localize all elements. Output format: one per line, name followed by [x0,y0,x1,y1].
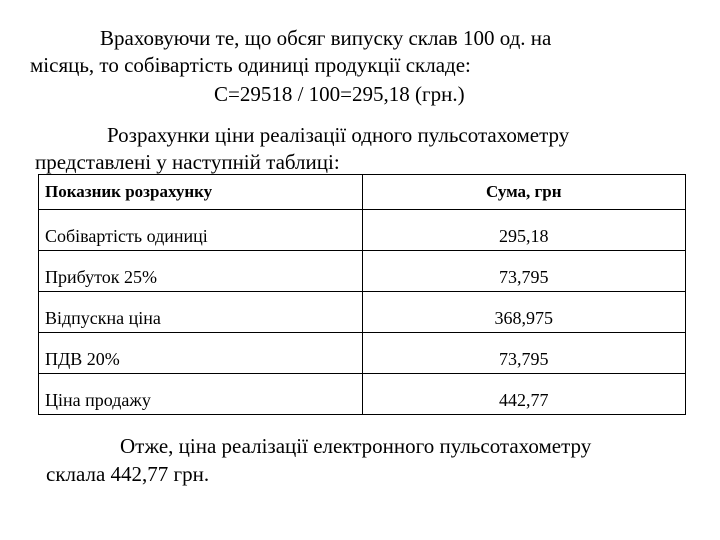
row-value: 73,795 [362,333,686,374]
cost-formula: С=29518 / 100=295,18 (грн.) [214,82,465,106]
table-header-row [39,175,686,210]
price-calculation-table [38,174,686,415]
table-intro-line-2: представлені у наступній таблиці: [35,150,340,174]
table-row [39,374,686,415]
row-label: Відпускна ціна [39,292,363,333]
table-intro-line-1: Розрахунки ціни реалізації одного пульсотахометру [107,123,570,147]
header-amount: Сума, грн [362,175,686,210]
row-label: Прибуток 25% [39,251,363,292]
conclusion-line-1: Отже, ціна реалізації електронного пульсотахометру [120,434,592,458]
table-row [39,292,686,333]
table-row [39,333,686,374]
row-label: ПДВ 20% [39,333,363,374]
intro-line-1: Враховуючи те, що обсяг випуску склав 100 од. на [100,26,552,50]
table-row [39,210,686,251]
row-value: 442,77 [362,374,686,415]
header-indicator: Показник розрахунку [39,175,363,210]
row-label: Ціна продажу [39,374,363,415]
intro-line-2: місяць, то собівартість одиниці продукції складе: [30,53,471,77]
row-value: 368,975 [362,292,686,333]
table-row [39,251,686,292]
row-value: 295,18 [362,210,686,251]
row-value: 73,795 [362,251,686,292]
conclusion-line-2: склала 442,77 грн. [46,462,210,486]
row-label: Собівартість одиниці [39,210,363,251]
